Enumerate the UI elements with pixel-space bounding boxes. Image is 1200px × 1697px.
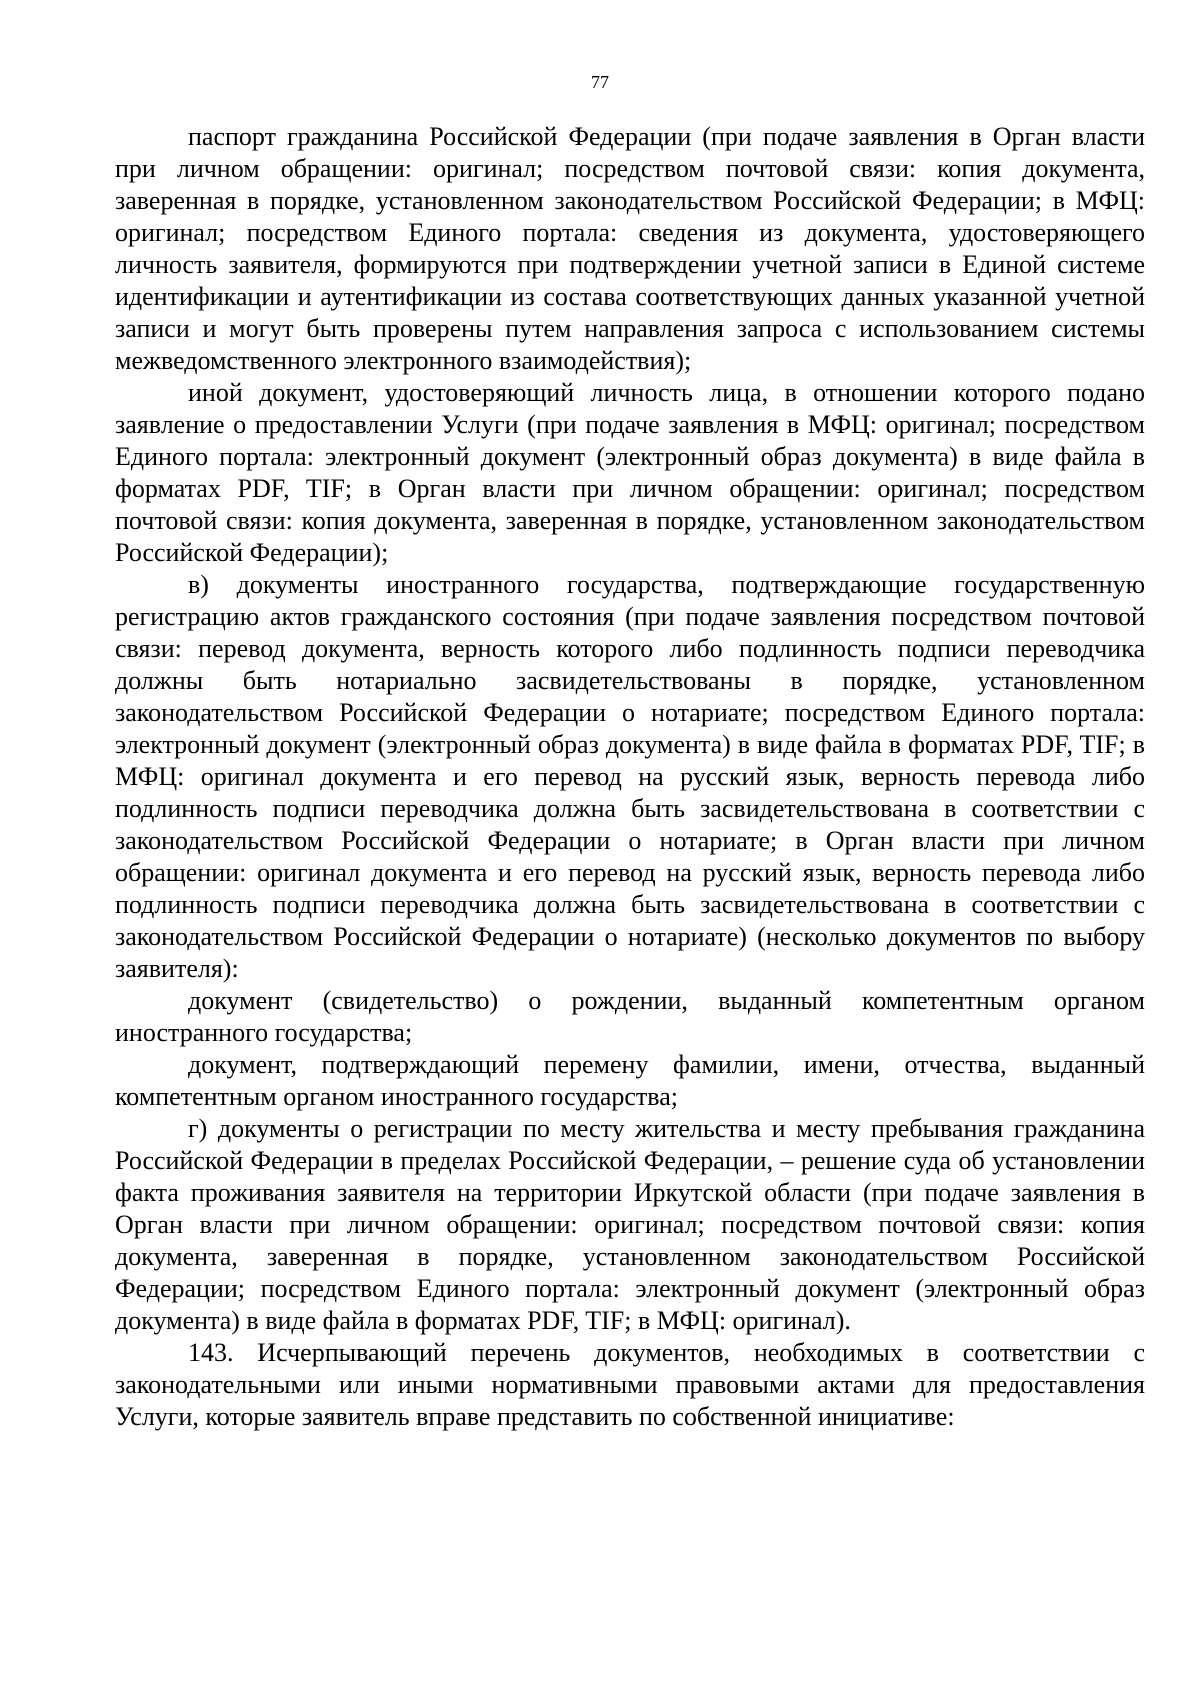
paragraph-foreign-documents: в) документы иностранного государства, подтверждающие государственную регистрацию актов гражданского состояния (при подаче заявления посредством почтовой связи: перевод документа, верность которого либо подлинность подписи переводчика должны быть нотариально засвидетельствованы в порядке, установленном законодательством Российской Федерации о нотариате; посредством Единого портала: электронный документ (электронный образ документа) в виде файла в форматах PDF, TIF; в МФЦ: оригинал документа и его перевод на русский язык, верность перевода либо подлинность подписи переводчика должна быть засвидетельствована в соответствии с законодательством Российской Федерации о нотариате; в Орган власти при личном обращении: оригинал документа и его перевод на русский язык, верность перевода либо подлинность подписи переводчика должна быть засвидетельствована в соответствии с законодательством Российской Федерации о нотариате) (несколько документов по выбору заявителя): [115,570,1145,983]
paragraph-item-143: 143. Исчерпывающий перечень документов, необходимых в соответствии с законодательными или иными нормативными правовыми актами для предоставления Услуги, которые заявитель вправе представить по собственной инициативе: [115,1338,1145,1431]
paragraph-name-change-document: документ, подтверждающий перемену фамилии, имени, отчества, выданный компетентным органом иностранного государства; [115,1050,1145,1111]
paragraph-birth-certificate: документ (свидетельство) о рождении, выданный компетентным органом иностранного государства; [115,986,1145,1047]
paragraph-other-identity-document: иной документ, удостоверяющий личность лица, в отношении которого подано заявление о предоставлении Услуги (при подаче заявления в МФЦ: оригинал; посредством Единого портала: электронный документ (электронный образ документа) в виде файла в форматах PDF, TIF; в Орган власти при личном обращении: оригинал; посредством почтовой связи: копия документа, заверенная в порядке, установленном законодательством Российской Федерации); [115,378,1145,567]
page-number: 77 [591,72,609,92]
paragraph-registration-documents: г) документы о регистрации по месту жительства и месту пребывания гражданина Российской Федерации в пределах Российской Федерации, – решение суда об установлении факта проживания заявителя на территории Иркутской области (при подаче заявления в Орган власти при личном обращении: оригинал; посредством почтовой связи: копия документа, заверенная в порядке, установленном законодательством Российской Федерации; посредством Единого портала: электронный документ (электронный образ документа) в виде файла в форматах PDF, TIF; в МФЦ: оригинал). [115,1114,1145,1335]
paragraph-passport: паспорт гражданина Российской Федерации (при подаче заявления в Орган власти при личном обращении: оригинал; посредством почтовой связи: копия документа, заверенная в порядке, установленном законодательством Российской Федерации; в МФЦ: оригинал; посредством Единого портала: сведения из документа, удостоверяющего личность заявителя, формируются при подтверждении учетной записи в Единой системе идентификации и аутентификации из состава соответствующих данных указанной учетной записи и могут быть проверены путем направления запроса с использованием системы межведомственного электронного взаимодействия); [115,122,1145,375]
document-body [115,121,1145,1433]
